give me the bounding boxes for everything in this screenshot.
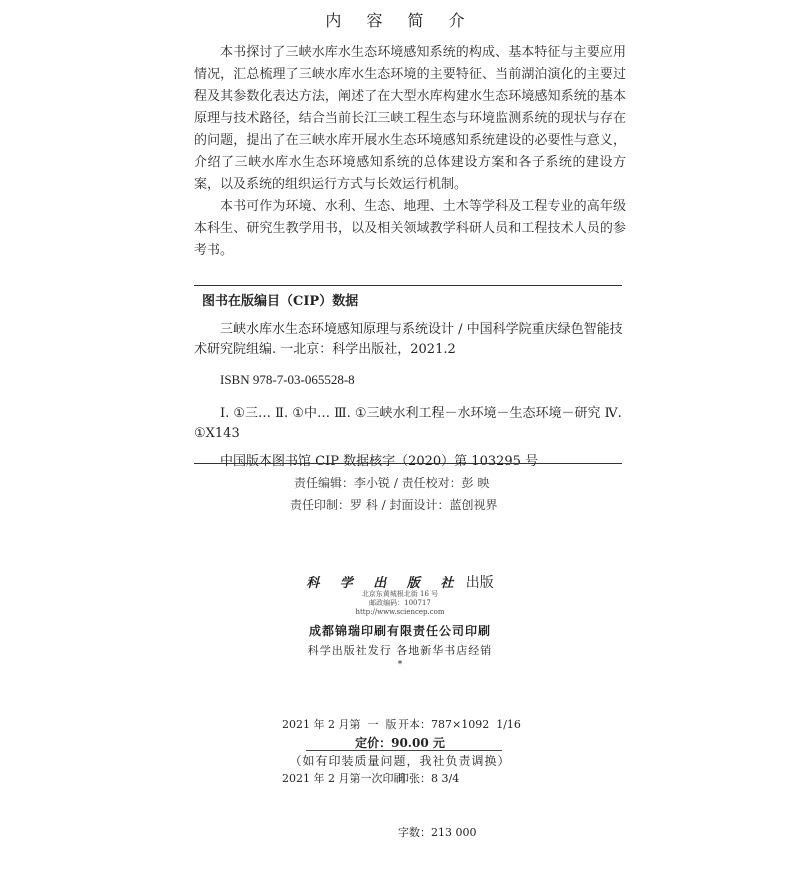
edition-spec: 开本：787×1092 1/16 [398, 718, 521, 731]
edition-info [282, 680, 521, 878]
quality-notice: （如有印装质量问题，我社负责调换） [289, 754, 511, 768]
cip-top-divider [194, 285, 622, 286]
summary-paragraph: 本书探讨了三峡水库水生态环境感知系统的构成、基本特征与主要应用情况，汇总梳理了三峡水库水生态环境的主要特征、当前湖泊演化的主要过程及其参数化表达方法，阐述了在大型水库构建水生态环境感知系统的基本原理与技术路径，结合当前长江三峡工程生态与环境监测系统的现状与存在的问题，提出了在三峡水库开展水生态环境感知系统建设的必要性与意义，介绍了三峡水库水生态环境感知系统的总体建设方案和各子系统的建设方案，以及系统的组织运行方式与长效运行机制。 [194, 45, 626, 192]
edition-date: 2021 年 2 月第一次印刷 [282, 772, 405, 785]
price-label: 定价：90.00 元 [355, 736, 445, 750]
edition-spec: 印张：8 3/4 [398, 772, 460, 785]
edition-date: 2021 年 2 月第 一 版 [282, 718, 397, 731]
cip-approval-number: 中国版本图书馆 CIP 数据核字（2020）第 103295 号 [220, 454, 539, 469]
edition-spec: 字数：213 000 [398, 826, 477, 839]
summary-paragraph: 本书可作为环境、水利、生态、地理、土木等学科及工程专业的高年级本科生、研究生教学用书，以及相关领域教学科研人员和工程技术人员的参考书。 [194, 199, 626, 258]
publisher-line [0, 572, 800, 592]
cip-classification: Ⅰ. ①三… Ⅱ. ①中… Ⅲ. ①三峡水利工程－水环境－生态环境－研究 Ⅳ. ①X143 [194, 406, 622, 441]
cip-heading: 图书在版编目（CIP）数据 [202, 294, 359, 309]
publisher-website: http://www.sciencep.com [355, 608, 445, 616]
publisher-suffix: 出版 [465, 575, 494, 591]
cip-isbn: ISBN 978-7-03-065528-8 [220, 372, 355, 387]
publisher-name: 科 学 出 版 社 [306, 576, 462, 591]
publisher-address: 北京东黄城根北街 16 号 [361, 590, 439, 598]
separator-star: * [397, 660, 403, 670]
edition-row [282, 716, 521, 734]
cip-bottom-divider [194, 463, 622, 464]
cip-block [194, 292, 626, 472]
content-summary [194, 42, 626, 262]
cip-body: 三峡水库水生态环境感知原理与系统设计 / 中国科学院重庆绿色智能技术研究院组编. 一北京：科学出版社，2021.2 [194, 322, 623, 357]
distributor-line: 科学出版社发行 各地新华书店经销 [307, 644, 493, 657]
page-title: 内 容 简 介 [325, 11, 475, 30]
printer-line: 成都锦瑞印刷有限责任公司印刷 [308, 624, 491, 638]
credits-production: 责任印制：罗 科 / 封面设计：蓝创视界 [290, 498, 498, 512]
credits-editors: 责任编辑：李小锐 / 责任校对：彭 映 [294, 476, 490, 490]
credits-block [0, 472, 800, 516]
price-divider [306, 750, 502, 751]
edition-row [282, 824, 521, 842]
edition-row [282, 770, 521, 788]
publisher-postcode: 邮政编码：100717 [369, 599, 431, 607]
edition-date [282, 824, 398, 842]
